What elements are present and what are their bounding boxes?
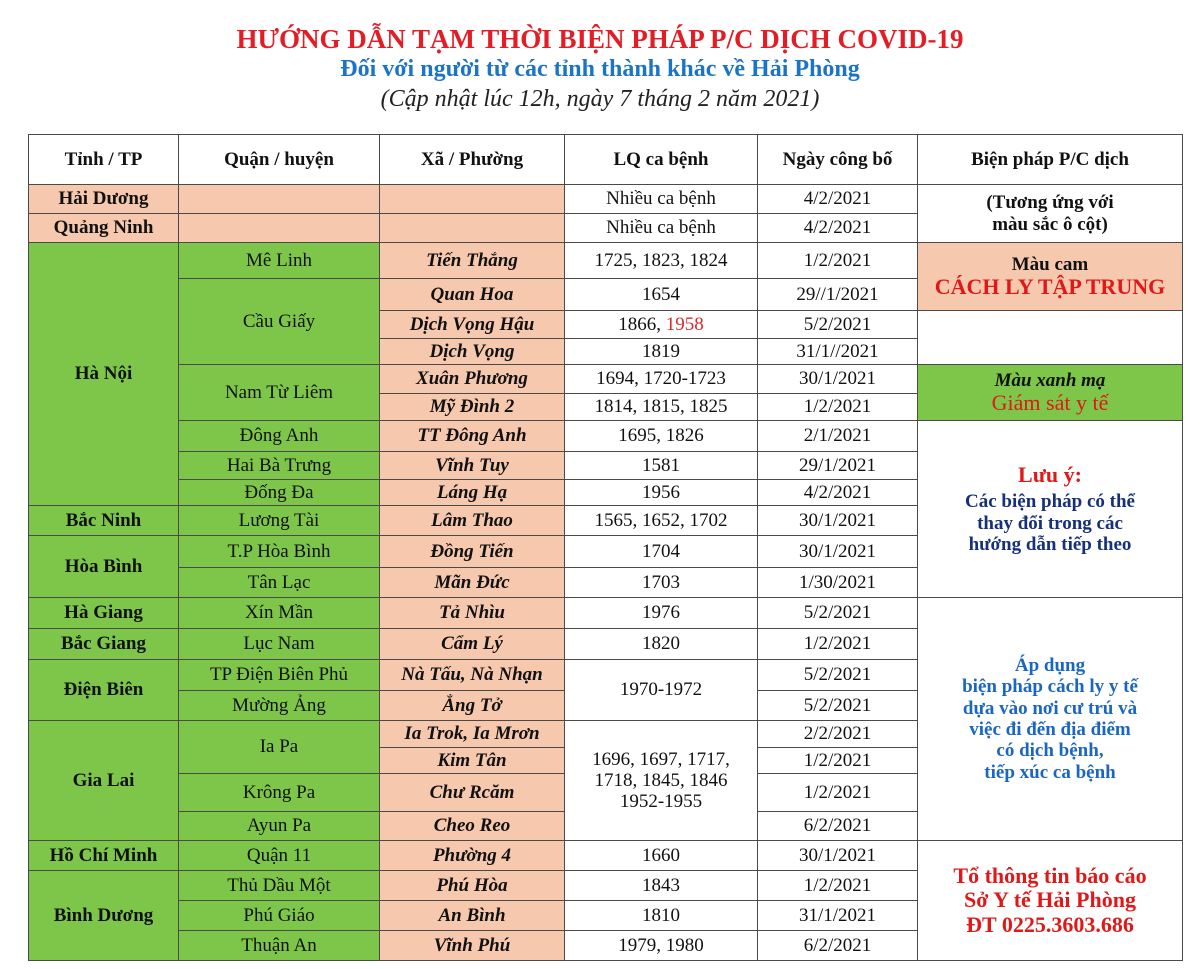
- covid-guidance-table: [28, 134, 1183, 961]
- province-cell: Quảng Ninh: [29, 214, 179, 243]
- date-cell: 1/2/2021: [758, 394, 918, 421]
- district-cell: TP Điện Biên Phủ: [179, 660, 380, 691]
- empty-measure-cell: [918, 311, 1183, 365]
- ward-cell: Mỹ Đình 2: [380, 394, 565, 421]
- apply-line: có dịch bệnh,: [996, 740, 1104, 762]
- date-cell: 2/2/2021: [758, 721, 918, 748]
- district-cell: Cầu Giấy: [179, 279, 380, 365]
- district-cell: Tân Lạc: [179, 568, 380, 598]
- cases-cell: 1581: [565, 452, 758, 480]
- province-cell: Bắc Giang: [29, 629, 179, 660]
- province-cell: Bình Dương: [29, 871, 179, 961]
- district-cell: Quận 11: [179, 841, 380, 871]
- col-header-province: Tỉnh / TP: [29, 135, 179, 185]
- cases-cell: 1814, 1815, 1825: [565, 394, 758, 421]
- col-header-ward: Xã / Phường: [380, 135, 565, 185]
- apply-line: dựa vào nơi cư trú và: [962, 697, 1138, 719]
- green-measure: Giám sát y tế: [991, 389, 1109, 415]
- ward-cell: An Bình: [380, 901, 565, 931]
- apply-line: Áp dụng: [1014, 655, 1086, 677]
- cases-cell: 1976: [565, 598, 758, 629]
- district-cell: Thuận An: [179, 931, 380, 961]
- ward-cell: [380, 185, 565, 214]
- cases-cell: 1565, 1652, 1702: [565, 506, 758, 536]
- ward-cell: Cẩm Lý: [380, 629, 565, 660]
- cases-cell: 1654: [565, 279, 758, 311]
- orange-measure-cell: [918, 243, 1183, 311]
- table-row: [29, 841, 1183, 871]
- cases-cell: Nhiều ca bệnh: [565, 185, 758, 214]
- table-row: [29, 598, 1183, 629]
- district-cell: Thủ Dầu Một: [179, 871, 380, 901]
- cases-cell: 1956: [565, 480, 758, 506]
- note-cell: [918, 421, 1183, 598]
- ward-cell: Quan Hoa: [380, 279, 565, 311]
- measures-legend: [918, 185, 1183, 243]
- district-cell: Mường Ảng: [179, 691, 380, 721]
- col-header-district: Quận / huyện: [179, 135, 380, 185]
- date-cell: 30/1/2021: [758, 365, 918, 394]
- date-cell: 1/2/2021: [758, 748, 918, 774]
- cases-cell: 1695, 1826: [565, 421, 758, 452]
- cases-new: 1958: [665, 313, 704, 335]
- date-cell: 31/1/2021: [758, 901, 918, 931]
- district-cell: Hai Bà Trưng: [179, 452, 380, 480]
- cases-cell: 1660: [565, 841, 758, 871]
- date-cell: 30/1/2021: [758, 536, 918, 568]
- ward-cell: Phường 4: [380, 841, 565, 871]
- orange-measure: CÁCH LY TẬP TRUNG: [934, 273, 1166, 299]
- note-line: thay đổi trong các: [977, 512, 1123, 534]
- province-cell: Gia Lai: [29, 721, 179, 841]
- note-line: Các biện pháp có thể: [965, 491, 1135, 513]
- cases-cell: 1970-1972: [565, 660, 758, 721]
- date-cell: 4/2/2021: [758, 185, 918, 214]
- district-cell: Phú Giáo: [179, 901, 380, 931]
- date-cell: 6/2/2021: [758, 812, 918, 841]
- district-cell: Ayun Pa: [179, 812, 380, 841]
- apply-cell: [918, 598, 1183, 841]
- contact-line: ĐT 0225.3603.686: [966, 911, 1134, 937]
- table-row: [29, 185, 1183, 214]
- apply-line: việc đi đến địa điểm: [969, 719, 1131, 740]
- district-cell: Lương Tài: [179, 506, 380, 536]
- col-header-cases: LQ ca bệnh: [565, 135, 758, 185]
- contact-cell: [918, 841, 1183, 961]
- district-cell: Krông Pa: [179, 774, 380, 812]
- table-header-row: [29, 135, 1183, 185]
- col-header-measures: Biện pháp P/C dịch: [918, 135, 1183, 185]
- ward-cell: Tiến Thắng: [380, 243, 565, 279]
- ward-cell: TT Đông Anh: [380, 421, 565, 452]
- district-cell: Lục Nam: [179, 629, 380, 660]
- cases-cell: 1810: [565, 901, 758, 931]
- cases-line: 1718, 1845, 1846: [594, 769, 728, 791]
- date-cell: 4/2/2021: [758, 214, 918, 243]
- date-cell: 1/30/2021: [758, 568, 918, 598]
- district-cell: Mê Linh: [179, 243, 380, 279]
- ward-cell: Vĩnh Phú: [380, 931, 565, 961]
- ward-cell: Cheo Reo: [380, 812, 565, 841]
- ward-cell: Láng Hạ: [380, 480, 565, 506]
- ward-cell: Vĩnh Tuy: [380, 452, 565, 480]
- district-cell: [179, 214, 380, 243]
- orange-title: Màu cam: [1011, 253, 1089, 275]
- contact-line: Tổ thông tin báo cáo: [953, 862, 1147, 888]
- ward-cell: Dịch Vọng Hậu: [380, 311, 565, 339]
- date-cell: 4/2/2021: [758, 480, 918, 506]
- note-line: hướng dẫn tiếp theo: [968, 533, 1132, 555]
- contact-line: Sở Y tế Hải Phòng: [964, 887, 1136, 913]
- district-cell: Ia Pa: [179, 721, 380, 774]
- ward-cell: Ẳng Tở: [380, 691, 565, 721]
- cases-line: 1696, 1697, 1717,: [592, 748, 730, 770]
- note-title: Lưu ý:: [1018, 461, 1082, 487]
- date-cell: 1/2/2021: [758, 629, 918, 660]
- district-cell: [179, 185, 380, 214]
- ward-cell: Chư Rcăm: [380, 774, 565, 812]
- date-cell: 6/2/2021: [758, 931, 918, 961]
- cases-cell: Nhiều ca bệnh: [565, 214, 758, 243]
- green-measure-cell: [918, 365, 1183, 421]
- ward-cell: [380, 214, 565, 243]
- date-cell: 30/1/2021: [758, 506, 918, 536]
- cases-text: 1866,: [618, 313, 666, 335]
- cases-cell: 1819: [565, 339, 758, 365]
- ward-cell: Ia Trok, Ia Mrơn: [380, 721, 565, 748]
- district-cell: Đông Anh: [179, 421, 380, 452]
- province-cell: Điện Biên: [29, 660, 179, 721]
- province-cell: Hòa Bình: [29, 536, 179, 598]
- ward-cell: Tả Nhìu: [380, 598, 565, 629]
- date-cell: 1/2/2021: [758, 243, 918, 279]
- district-cell: T.P Hòa Bình: [179, 536, 380, 568]
- province-cell: Bắc Ninh: [29, 506, 179, 536]
- table-row: [29, 365, 1183, 394]
- document-subtitle: Đối với người từ các tỉnh thành khác về Hải Phòng: [340, 56, 860, 82]
- col-header-date: Ngày công bố: [758, 135, 918, 185]
- cases-cell: 1703: [565, 568, 758, 598]
- ward-cell: Kim Tân: [380, 748, 565, 774]
- ward-cell: Nà Tấu, Nà Nhạn: [380, 660, 565, 691]
- cases-cell: 1704: [565, 536, 758, 568]
- date-cell: 5/2/2021: [758, 691, 918, 721]
- province-cell: Hải Dương: [29, 185, 179, 214]
- cases-cell: [565, 311, 758, 339]
- cases-cell: [565, 721, 758, 841]
- ward-cell: Mãn Đức: [380, 568, 565, 598]
- date-cell: 5/2/2021: [758, 598, 918, 629]
- document-title: HƯỚNG DẪN TẠM THỜI BIỆN PHÁP P/C DỊCH COVID-19: [236, 24, 964, 54]
- date-cell: 1/2/2021: [758, 871, 918, 901]
- cases-cell: 1979, 1980: [565, 931, 758, 961]
- cases-cell: 1725, 1823, 1824: [565, 243, 758, 279]
- date-cell: 1/2/2021: [758, 774, 918, 812]
- date-cell: 29/1/2021: [758, 452, 918, 480]
- date-cell: 2/1/2021: [758, 421, 918, 452]
- cases-cell: 1820: [565, 629, 758, 660]
- green-title: Màu xanh mạ: [994, 369, 1106, 391]
- province-cell: Hà Nội: [29, 243, 179, 506]
- date-cell: 5/2/2021: [758, 660, 918, 691]
- province-cell: Hà Giang: [29, 598, 179, 629]
- legend-line: màu sắc ô cột): [992, 213, 1108, 235]
- table-row: [29, 421, 1183, 452]
- district-cell: Nam Từ Liêm: [179, 365, 380, 421]
- cases-cell: 1694, 1720-1723: [565, 365, 758, 394]
- district-cell: Đống Đa: [179, 480, 380, 506]
- cases-line: 1952-1955: [619, 791, 703, 813]
- ward-cell: Xuân Phương: [380, 365, 565, 394]
- date-cell: 31/1//2021: [758, 339, 918, 365]
- legend-line: (Tương ứng với: [986, 192, 1114, 214]
- date-cell: 5/2/2021: [758, 311, 918, 339]
- cases-cell: 1843: [565, 871, 758, 901]
- ward-cell: Lâm Thao: [380, 506, 565, 536]
- update-note: (Cập nhật lúc 12h, ngày 7 tháng 2 năm 2021): [380, 86, 820, 112]
- province-cell: Hồ Chí Minh: [29, 841, 179, 871]
- apply-line: biện pháp cách ly y tế: [962, 676, 1138, 698]
- ward-cell: Dịch Vọng: [380, 339, 565, 365]
- table-row: [29, 243, 1183, 279]
- apply-line: tiếp xúc ca bệnh: [984, 761, 1116, 783]
- ward-cell: Đồng Tiến: [380, 536, 565, 568]
- district-cell: Xín Mần: [179, 598, 380, 629]
- date-cell: 30/1/2021: [758, 841, 918, 871]
- date-cell: 29//1/2021: [758, 279, 918, 311]
- ward-cell: Phú Hòa: [380, 871, 565, 901]
